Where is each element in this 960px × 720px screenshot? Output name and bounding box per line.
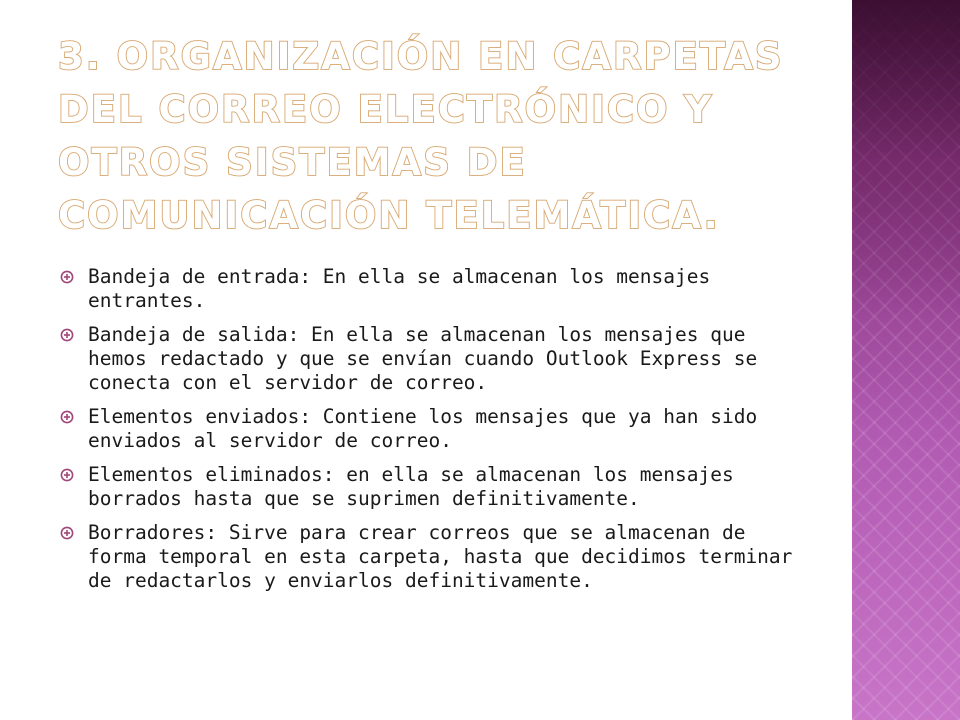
title-line: 3. ORGANIZACIÓN EN CARPETAS <box>58 35 784 78</box>
list-item <box>58 323 793 395</box>
title-line: DEL CORREO ELECTRÓNICO Y <box>58 88 714 131</box>
slide-title <box>58 30 784 242</box>
circled-plus-icon <box>60 270 74 284</box>
list-item <box>58 265 793 313</box>
bullet-text: Bandeja de entrada: En ella se almacenan los mensajes entrantes. <box>88 265 711 312</box>
circled-plus-icon <box>60 468 74 482</box>
title-line: OTROS SISTEMAS DE <box>58 141 527 184</box>
title-line: COMUNICACIÓN TELEMÁTICA. <box>58 194 720 237</box>
circled-plus-icon <box>60 526 74 540</box>
bullet-text: Elementos enviados: Contiene los mensajes que ya han sido enviados al servidor de correo. <box>88 405 758 452</box>
bullet-text: Borradores: Sirve para crear correos que se almacenan de forma temporal en esta carpeta, hasta que decidimos terminar de redactarlos y enviarlos definitivamente. <box>88 521 793 592</box>
bullet-text: Bandeja de salida: En ella se almacenan los mensajes que hemos redactado y que se envían cuando Outlook Express se conecta con el servidor de correo. <box>88 323 758 394</box>
circled-plus-icon <box>60 410 74 424</box>
list-item <box>58 521 793 593</box>
bullet-text: Elementos eliminados: en ella se almacenan los mensajes borrados hasta que se suprimen definitivamente. <box>88 463 734 510</box>
circled-plus-icon <box>60 328 74 342</box>
list-item <box>58 405 793 453</box>
list-item <box>58 463 793 511</box>
decorative-side-panel <box>852 0 960 720</box>
bullet-list <box>58 265 793 603</box>
